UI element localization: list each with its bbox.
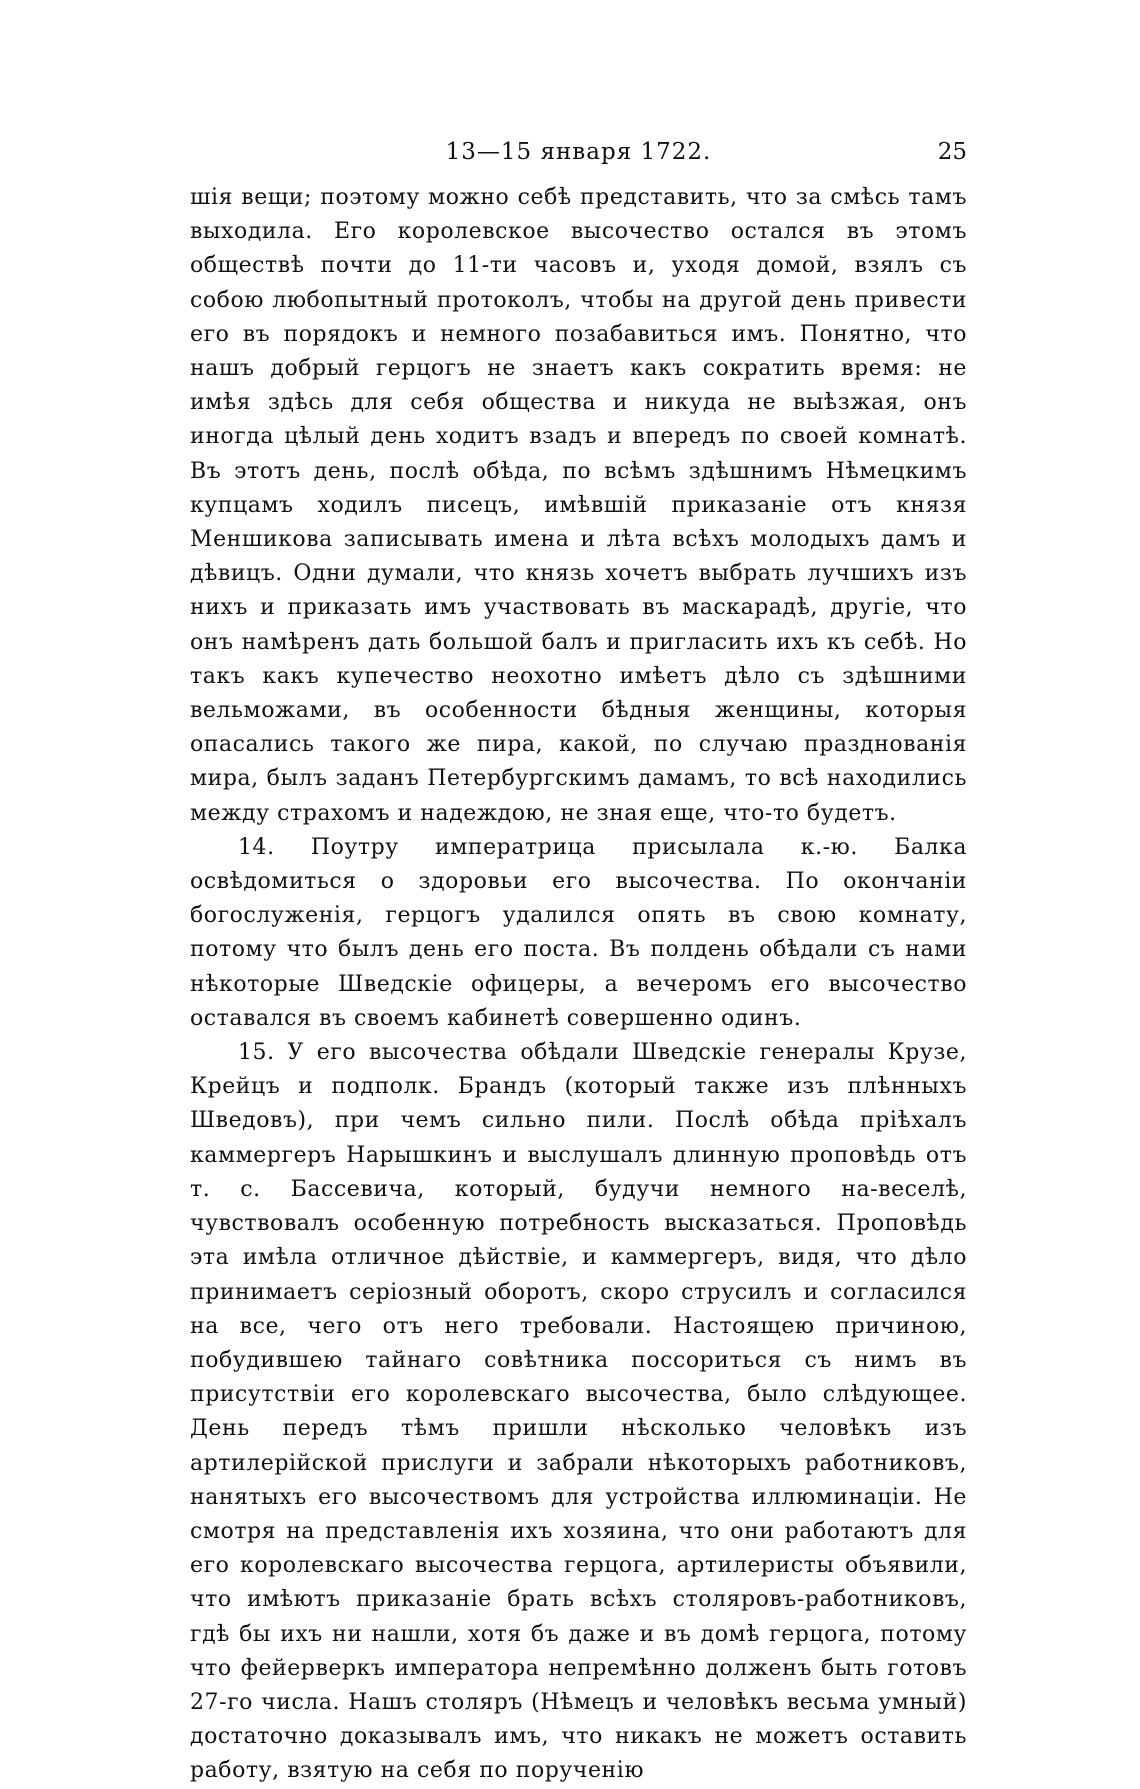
paragraph-entry-14: 14. Поутру императрица присылала к.-ю. Балка освѣдомиться о здоровьи его высочества. По окончаніи богослуженія, герцогъ удалился опять въ свою комнату, потому что былъ день его поста. Въ полдень обѣдали съ нами нѣкоторые Шведскіе офицеры, а вечеромъ его высочество оставался въ своемъ кабинетѣ совершенно одинъ. [190,834,967,1031]
running-title: 13—15 января 1722. [445,139,712,165]
page-number: 25 [937,139,967,165]
paragraph-continued: шія вещи; поэтому можно себѣ представить, что за смѣсь тамъ выходила. Его королевское высочество остался въ этомъ обществѣ почти до 11-ти часовъ и, уходя домой, взялъ съ собою любопытный протоколъ, чтобы на другой день привести его въ порядокъ и немного позабавиться имъ. Понятно, что нашъ добрый герцогъ не знаетъ какъ сократить время: не имѣя здѣсь для себя общества и никуда не выѣзжая, онъ иногда цѣлый день ходитъ взадъ и впередъ по своей комнатѣ. Въ этотъ день, послѣ обѣда, по всѣмъ здѣшнимъ Нѣмецкимъ купцамъ ходилъ писецъ, имѣвшій приказаніе отъ князя Меншикова записывать имена и лѣта всѣхъ молодыхъ дамъ и дѣвицъ. Одни думали, что князь хочетъ выбрать лучшихъ изъ нихъ и приказать имъ участвовать въ маскарадѣ, другіе, что онъ намѣренъ дать большой балъ и пригласить ихъ къ себѣ. Но такъ какъ купечество неохотно имѣетъ дѣло съ здѣшними вельможами, въ особенности бѣдныя женщины, которыя опасались такого же пира, какой, по случаю празднованія мира, былъ заданъ Петербургскимъ дамамъ, то всѣ находились между страхомъ и надеждою, не зная еще, что-то будетъ. [190,185,967,826]
running-head [190,134,967,170]
body-text [190,181,967,1784]
paragraph-entry-15: 15. У его высочества обѣдали Шведскіе генералы Крузе, Крейцъ и подполк. Брандъ (который также изъ плѣнныхъ Шведовъ), при чемъ сильно пили. Послѣ обѣда пріѣхалъ каммергеръ Нарышкинъ и выслушалъ длинную проповѣдь отъ т. с. Бассевича, который, будучи немного на-веселѣ, чувствовалъ особенную потребность высказаться. Проповѣдь эта имѣла отличное дѣйствіе, и каммергеръ, видя, что дѣло принимаетъ серіозный оборотъ, скоро струсилъ и согласился на все, чего отъ него требовали. Настоящею причиною, побудившею тайнаго совѣтника поссориться съ нимъ въ присутствіи его королевскаго высочества, было слѣдующее. День передъ тѣмъ пришли нѣсколько человѣкъ изъ артилерійской прислуги и забрали нѣкоторыхъ работниковъ, нанятыхъ его высочествомъ для устройства иллюминаціи. Не смотря на представленія ихъ хозяина, что они работаютъ для его королевскаго высочества герцога, артилеристы объявили, что имѣютъ приказаніе брать всѣхъ столяровъ-работниковъ, гдѣ бы ихъ ни нашли, хотя бъ даже и въ домѣ герцога, потому что фейерверкъ императора непремѣнно долженъ быть готовъ 27-го числа. Нашъ столяръ (Нѣмецъ и человѣкъ весьма умный) достаточно доказывалъ имъ, что никакъ не можетъ оставить работу, взятую на себя по порученію [190,1040,967,1784]
